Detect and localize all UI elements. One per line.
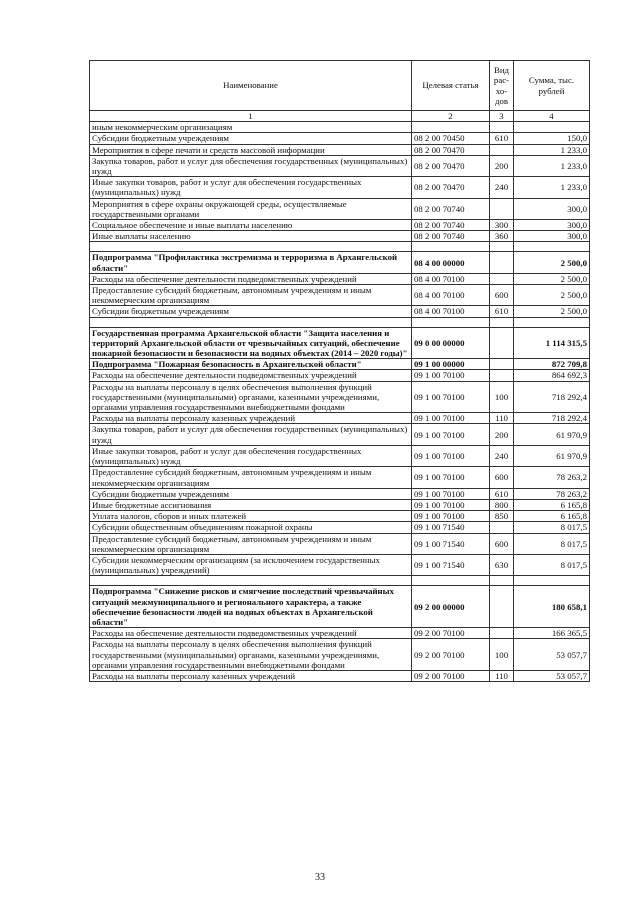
row-code: 08 2 00 70470 xyxy=(412,177,490,198)
row-expense-type xyxy=(490,522,514,533)
row-name: Предоставление субсидий бюджетным, автономным учреждениям и иным некоммерческим организациям xyxy=(90,285,412,306)
row-sum: 864 692,3 xyxy=(514,370,590,381)
row-expense-type xyxy=(490,198,514,219)
header-sum: Сумма, тыс. рублей xyxy=(514,61,590,111)
column-number: 4 xyxy=(514,111,590,122)
row-code: 08 2 00 70740 xyxy=(412,198,490,219)
table-row xyxy=(90,231,590,242)
row-expense-type xyxy=(490,144,514,155)
row-code: 08 2 00 70740 xyxy=(412,220,490,231)
table-row xyxy=(90,285,590,306)
row-code: 09 2 00 00000 xyxy=(412,586,490,628)
row-code: 09 0 00 00000 xyxy=(412,327,490,359)
spacer-cell xyxy=(90,242,412,252)
spacer-row xyxy=(90,576,590,586)
row-sum: 78 263,2 xyxy=(514,467,590,488)
row-expense-type: 240 xyxy=(490,177,514,198)
spacer-cell xyxy=(490,242,514,252)
row-code: 09 1 00 71540 xyxy=(412,533,490,554)
row-code: 08 4 00 70100 xyxy=(412,285,490,306)
table-row xyxy=(90,554,590,575)
row-sum: 8 017,5 xyxy=(514,522,590,533)
row-name: Расходы на обеспечение деятельности подведомственных учреждений xyxy=(90,628,412,639)
row-code: 08 2 00 70450 xyxy=(412,133,490,144)
table-row xyxy=(90,445,590,466)
row-name: Субсидии общественным объединениям пожарной охраны xyxy=(90,522,412,533)
table-row xyxy=(90,370,590,381)
row-name: Субсидии бюджетным учреждениям xyxy=(90,488,412,499)
row-sum: 8 017,5 xyxy=(514,554,590,575)
row-code: 08 2 00 70740 xyxy=(412,231,490,242)
row-sum: 2 500,0 xyxy=(514,252,590,273)
column-number: 3 xyxy=(490,111,514,122)
table-row xyxy=(90,273,590,284)
row-expense-type: 850 xyxy=(490,511,514,522)
row-code: 08 4 00 00000 xyxy=(412,252,490,273)
row-name: Расходы на выплаты персоналу в целях обеспечения выполнения функций государственными (муниципальными) органами, казенными учреждениями, органами управления государственными внебюджетными фондами xyxy=(90,381,412,413)
row-code: 09 1 00 70100 xyxy=(412,488,490,499)
row-name: Государственная программа Архангельской области "Защита населения и территорий Архангельской области от чрезвычайных ситуаций, обеспечение пожарной безопасности и безопасности на водных объектах (2014 – 2020 годы)" xyxy=(90,327,412,359)
row-expense-type: 200 xyxy=(490,424,514,445)
row-code: 08 4 00 70100 xyxy=(412,273,490,284)
row-name: Расходы на выплаты персоналу в целях обеспечения выполнения функций государственными (муниципальными) органами, казенными учреждениями, органами управления государственными внебюджетными фондами xyxy=(90,639,412,671)
row-expense-type: 610 xyxy=(490,133,514,144)
table-row xyxy=(90,670,590,681)
table-header-row xyxy=(90,61,590,111)
row-name: Расходы на обеспечение деятельности подведомственных учреждений xyxy=(90,370,412,381)
row-sum: 166 365,5 xyxy=(514,628,590,639)
row-code: 09 1 00 70100 xyxy=(412,511,490,522)
row-expense-type xyxy=(490,273,514,284)
row-name: Подпрограмма "Профилактика экстремизма и терроризма в Архангельской области" xyxy=(90,252,412,273)
row-sum: 300,0 xyxy=(514,198,590,219)
row-expense-type xyxy=(490,252,514,273)
row-name: Расходы на выплаты персоналу казенных учреждений xyxy=(90,670,412,681)
row-sum: 300,0 xyxy=(514,220,590,231)
table-row xyxy=(90,488,590,499)
table-row xyxy=(90,639,590,671)
spacer-cell xyxy=(514,242,590,252)
row-sum: 1 233,0 xyxy=(514,155,590,176)
header-type: Вид рас-хо-дов xyxy=(490,61,514,111)
row-sum: 150,0 xyxy=(514,133,590,144)
row-sum: 78 263,2 xyxy=(514,488,590,499)
row-sum: 2 500,0 xyxy=(514,306,590,317)
row-code: 09 2 00 70100 xyxy=(412,628,490,639)
row-code: 08 2 00 70470 xyxy=(412,155,490,176)
row-name: Иные закупки товаров, работ и услуг для обеспечения государственных (муниципальных) нужд xyxy=(90,177,412,198)
table-row xyxy=(90,467,590,488)
row-name: Субсидии некоммерческим организациям (за исключением государственных (муниципальных) учреждений) xyxy=(90,554,412,575)
row-code: 09 1 00 70100 xyxy=(412,467,490,488)
row-name: Расходы на выплаты персоналу казенных учреждений xyxy=(90,413,412,424)
row-code: 09 1 00 70100 xyxy=(412,445,490,466)
row-name: Иные бюджетные ассигнования xyxy=(90,499,412,510)
spacer-row xyxy=(90,317,590,327)
row-sum: 718 292,4 xyxy=(514,413,590,424)
spacer-row xyxy=(90,242,590,252)
row-name: Субсидии бюджетным учреждениям xyxy=(90,133,412,144)
table-row xyxy=(90,499,590,510)
spacer-cell xyxy=(412,242,490,252)
table-row xyxy=(90,533,590,554)
row-expense-type: 300 xyxy=(490,220,514,231)
row-name: Уплата налогов, сборов и иных платежей xyxy=(90,511,412,522)
row-expense-type xyxy=(490,370,514,381)
row-code: 09 1 00 71540 xyxy=(412,554,490,575)
spacer-cell xyxy=(514,317,590,327)
column-number-row xyxy=(90,111,590,122)
row-expense-type: 110 xyxy=(490,413,514,424)
row-name: Закупка товаров, работ и услуг для обеспечения государственных (муниципальных) нужд xyxy=(90,424,412,445)
row-sum: 718 292,4 xyxy=(514,381,590,413)
row-name: Подпрограмма "Пожарная безопасность в Архангельской области" xyxy=(90,359,412,370)
row-expense-type: 100 xyxy=(490,639,514,671)
row-expense-type xyxy=(490,586,514,628)
row-expense-type: 600 xyxy=(490,285,514,306)
row-sum: 6 165,8 xyxy=(514,511,590,522)
table-row xyxy=(90,177,590,198)
row-sum: 300,0 xyxy=(514,231,590,242)
table-row xyxy=(90,155,590,176)
row-expense-type: 630 xyxy=(490,554,514,575)
row-sum: 6 165,8 xyxy=(514,499,590,510)
row-expense-type xyxy=(490,122,514,133)
page-number: 33 xyxy=(315,872,325,883)
row-sum: 61 970,9 xyxy=(514,424,590,445)
row-code: 09 1 00 70100 xyxy=(412,424,490,445)
row-sum: 872 709,8 xyxy=(514,359,590,370)
row-expense-type: 800 xyxy=(490,499,514,510)
row-name: Закупка товаров, работ и услуг для обеспечения государственных (муниципальных) нужд xyxy=(90,155,412,176)
row-sum: 1 114 315,5 xyxy=(514,327,590,359)
row-name: Предоставление субсидий бюджетным, автономным учреждениям и иным некоммерческим организациям xyxy=(90,533,412,554)
row-name: Субсидии бюджетным учреждениям xyxy=(90,306,412,317)
row-expense-type: 610 xyxy=(490,306,514,317)
spacer-cell xyxy=(490,576,514,586)
row-expense-type: 200 xyxy=(490,155,514,176)
row-expense-type: 360 xyxy=(490,231,514,242)
row-code: 09 1 00 71540 xyxy=(412,522,490,533)
row-code: 08 4 00 70100 xyxy=(412,306,490,317)
row-name: Расходы на обеспечение деятельности подведомственных учреждений xyxy=(90,273,412,284)
row-expense-type: 600 xyxy=(490,467,514,488)
row-code: 09 1 00 70100 xyxy=(412,381,490,413)
table-row xyxy=(90,424,590,445)
row-code: 09 2 00 70100 xyxy=(412,670,490,681)
row-name: Предоставление субсидий бюджетным, автономным учреждениям и иным некоммерческим организациям xyxy=(90,467,412,488)
spacer-cell xyxy=(412,317,490,327)
row-sum: 180 658,1 xyxy=(514,586,590,628)
row-expense-type: 110 xyxy=(490,670,514,681)
program-row xyxy=(90,252,590,273)
table-row xyxy=(90,220,590,231)
table-row xyxy=(90,122,590,133)
row-name: Иные закупки товаров, работ и услуг для обеспечения государственных (муниципальных) нужд xyxy=(90,445,412,466)
spacer-cell xyxy=(490,317,514,327)
row-expense-type xyxy=(490,359,514,370)
row-expense-type: 600 xyxy=(490,533,514,554)
row-name: Мероприятия в сфере печати и средств массовой информации xyxy=(90,144,412,155)
row-name: Подпрограмма "Снижение рисков и смягчение последствий чрезвычайных ситуаций межмуниципального и регионального характера, а также обеспечение безопасности людей на водных объектах в Архангельской области" xyxy=(90,586,412,628)
spacer-cell xyxy=(514,576,590,586)
table-row xyxy=(90,306,590,317)
row-expense-type xyxy=(490,327,514,359)
row-code: 09 1 00 00000 xyxy=(412,359,490,370)
row-code: 09 1 00 70100 xyxy=(412,370,490,381)
spacer-cell xyxy=(412,576,490,586)
row-name: Социальное обеспечение и иные выплаты населению xyxy=(90,220,412,231)
row-expense-type: 240 xyxy=(490,445,514,466)
table-row xyxy=(90,144,590,155)
row-expense-type xyxy=(490,628,514,639)
spacer-cell xyxy=(90,576,412,586)
row-code: 09 2 00 70100 xyxy=(412,639,490,671)
table-row xyxy=(90,628,590,639)
row-code xyxy=(412,122,490,133)
program-row xyxy=(90,586,590,628)
table-row xyxy=(90,511,590,522)
row-sum: 2 500,0 xyxy=(514,273,590,284)
row-sum: 53 057,7 xyxy=(514,639,590,671)
row-code: 09 1 00 70100 xyxy=(412,499,490,510)
table-row xyxy=(90,381,590,413)
table-row xyxy=(90,133,590,144)
row-name: иным некоммерческим организациям xyxy=(90,122,412,133)
column-number: 2 xyxy=(412,111,490,122)
row-expense-type: 100 xyxy=(490,381,514,413)
row-sum: 1 233,0 xyxy=(514,144,590,155)
row-expense-type: 610 xyxy=(490,488,514,499)
row-sum: 8 017,5 xyxy=(514,533,590,554)
row-code: 08 2 00 70470 xyxy=(412,144,490,155)
row-sum: 2 500,0 xyxy=(514,285,590,306)
row-sum: 53 057,7 xyxy=(514,670,590,681)
table-body xyxy=(90,61,590,682)
row-sum: 1 233,0 xyxy=(514,177,590,198)
table-row xyxy=(90,413,590,424)
table-row xyxy=(90,198,590,219)
row-name: Иные выплаты населению xyxy=(90,231,412,242)
header-name: Наименование xyxy=(90,61,412,111)
row-sum: 61 970,9 xyxy=(514,445,590,466)
program-row xyxy=(90,359,590,370)
spacer-cell xyxy=(90,317,412,327)
column-number: 1 xyxy=(90,111,412,122)
row-code: 09 1 00 70100 xyxy=(412,413,490,424)
budget-table xyxy=(89,60,590,682)
header-target: Целевая статья xyxy=(412,61,490,111)
row-sum xyxy=(514,122,590,133)
row-name: Мероприятия в сфере охраны окружающей среды, осуществляемые государственными органами xyxy=(90,198,412,219)
program-row xyxy=(90,327,590,359)
table-row xyxy=(90,522,590,533)
